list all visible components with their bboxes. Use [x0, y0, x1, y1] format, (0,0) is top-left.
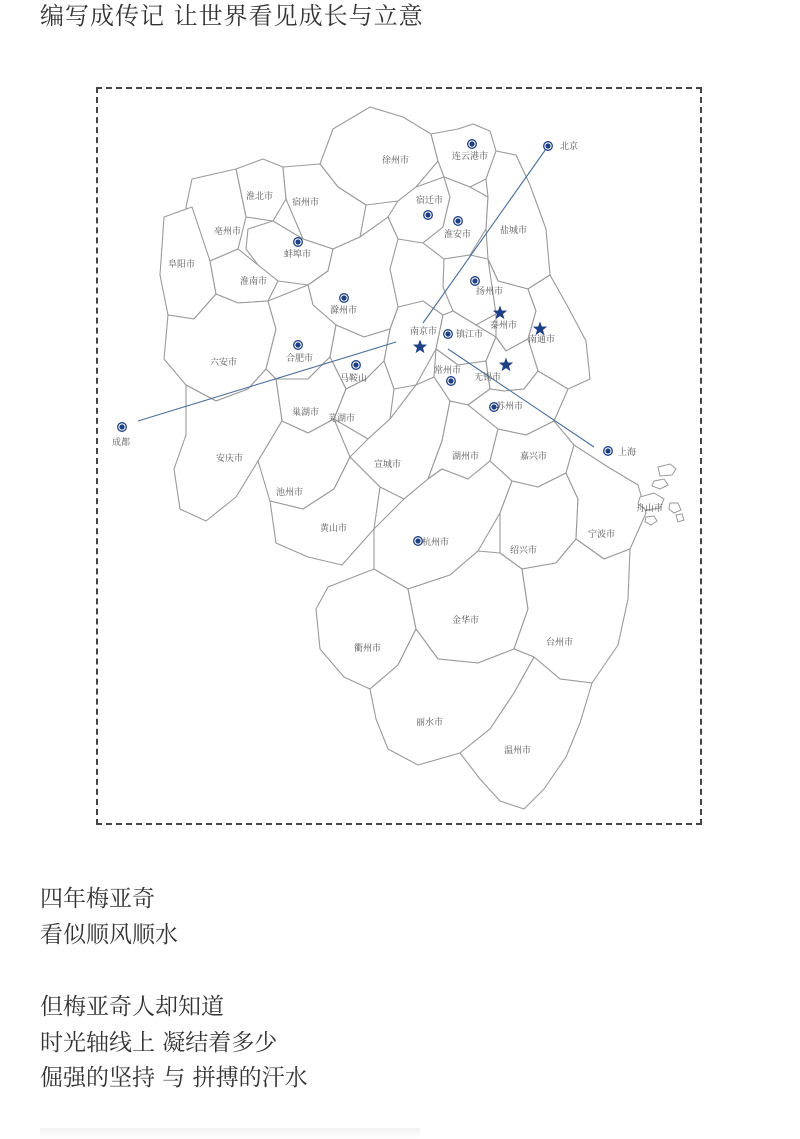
- city-label: 六安市: [210, 358, 238, 368]
- city-label: 合肥市: [286, 354, 314, 364]
- city-label: 泰州市: [490, 321, 518, 331]
- city-label: 绍兴市: [510, 546, 538, 556]
- city-dot: [444, 330, 453, 339]
- poem-stanza-1: [40, 882, 178, 953]
- city-label: 常州市: [434, 366, 462, 376]
- city-label: 无锡市: [474, 373, 502, 383]
- city-label: 衢州市: [354, 644, 382, 654]
- city-dot: [352, 361, 361, 370]
- island-2: [652, 479, 668, 489]
- city-label: 巢湖市: [292, 408, 320, 418]
- external-city-dot: [544, 142, 553, 151]
- external-city-dot: [604, 447, 613, 456]
- external-city-label: 上海: [618, 448, 637, 458]
- city-label: 淮北市: [246, 192, 274, 202]
- poem-line: 但梅亚奇人却知道: [40, 994, 224, 1020]
- island-1: [658, 464, 676, 476]
- city-label: 舟山市: [636, 504, 664, 514]
- external-city-label: 成都: [112, 438, 131, 448]
- city-label: 蚌埠市: [284, 250, 312, 260]
- poem-line: 看似顺风顺水: [40, 921, 178, 948]
- city-label: 黄山市: [320, 524, 348, 534]
- external-city-dot: [118, 423, 127, 432]
- city-label: 南京市: [410, 327, 438, 337]
- city-label: 金华市: [452, 616, 480, 626]
- city-label: 宿迁市: [416, 196, 444, 206]
- city-label: 南通市: [528, 335, 556, 345]
- poem-line: 四年梅亚奇: [40, 886, 155, 912]
- city-dot: [471, 277, 480, 286]
- bottom-fade: [40, 1128, 420, 1139]
- city-label: 湖州市: [452, 452, 480, 462]
- city-dot: [454, 217, 463, 226]
- city-dot: [424, 211, 433, 220]
- city-label: 嘉兴市: [520, 452, 548, 462]
- city-label: 宣城市: [374, 460, 402, 470]
- city-dot: [447, 377, 456, 386]
- island-5: [676, 514, 684, 522]
- city-label: 宿州市: [292, 198, 320, 208]
- poem-line: 时光轴线上 凝结着多少: [40, 1029, 278, 1056]
- island-6: [645, 516, 657, 525]
- map-frame: [96, 87, 702, 825]
- city-label: 滁州市: [330, 306, 358, 316]
- city-dot: [294, 238, 303, 247]
- city-label: 亳州市: [214, 227, 242, 237]
- city-label: 安庆市: [216, 454, 244, 464]
- regional-map: [98, 89, 700, 823]
- city-label: 宁波市: [588, 530, 616, 540]
- city-dot: [468, 140, 477, 149]
- poem-stanza-2: [40, 990, 308, 1097]
- city-label: 盐城市: [500, 226, 528, 236]
- city-dot: [414, 537, 423, 546]
- city-label: 丽水市: [416, 718, 444, 728]
- city-label: 连云港市: [452, 152, 489, 162]
- city-label: 阜阳市: [168, 260, 196, 270]
- city-label: 淮安市: [444, 230, 472, 240]
- city-dot: [340, 294, 349, 303]
- city-label: 徐州市: [382, 156, 410, 166]
- island-4: [669, 503, 681, 513]
- city-label: 淮南市: [240, 277, 268, 287]
- city-label: 台州市: [546, 638, 574, 648]
- external-city-label: 北京: [560, 142, 579, 152]
- city-label: 温州市: [504, 746, 532, 756]
- poem-line: 倔强的坚持 与 拼搏的汗水: [40, 1065, 308, 1091]
- city-label: 池州市: [276, 488, 304, 498]
- city-label: 杭州市: [422, 538, 450, 548]
- city-label: 芜湖市: [328, 414, 356, 424]
- city-dot: [294, 341, 303, 350]
- city-label: 扬州市: [476, 287, 504, 297]
- city-label: 镇江市: [456, 330, 484, 340]
- header-slogan: 编写成传记 让世界看见成长与立意: [40, 2, 424, 30]
- city-label: 苏州市: [496, 402, 524, 412]
- city-label: 马鞍山: [340, 374, 368, 384]
